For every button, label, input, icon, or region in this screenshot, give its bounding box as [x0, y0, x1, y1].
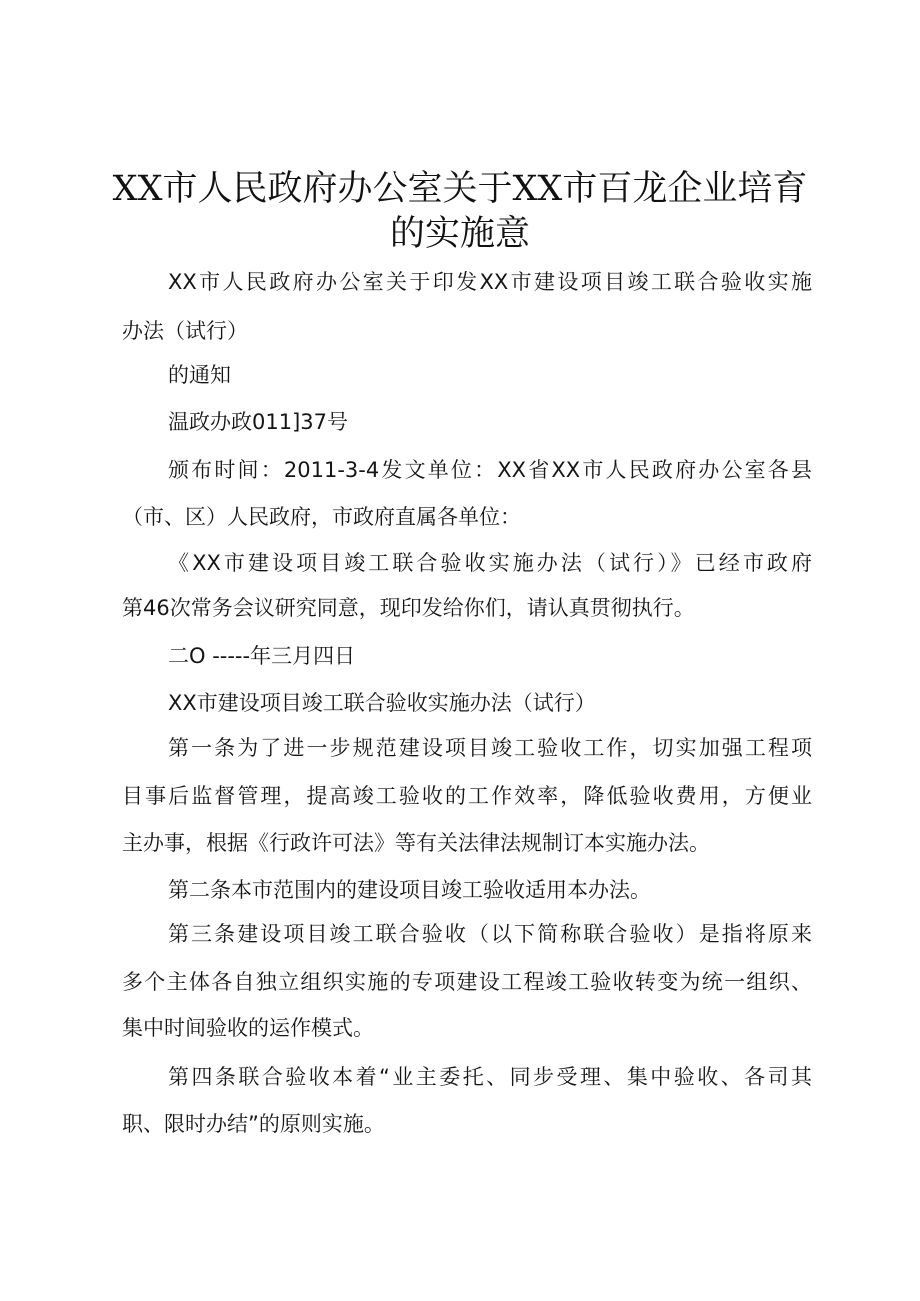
notice-title-line-1: XX市人民政府办公室关于印发XX市建设项目竣工联合验收实施 — [168, 270, 812, 294]
notice-title-line-2: 办法（试行） — [122, 319, 248, 343]
measures-title: XX市建设项目竣工联合验收实施办法（试行） — [168, 691, 596, 715]
article-4-line-2: 职、限时办结”的原则实施。 — [122, 1112, 385, 1136]
article-1-line-2: 目事后监督管理，提高竣工验收的工作效率，降低验收费用，方便业 — [122, 784, 812, 808]
publish-info-line-1: 颁布时间：2011-3-4发文单位：XX省XX市人民政府办公室各县 — [168, 458, 812, 482]
document-number: 温政办政011]37号 — [168, 410, 348, 434]
article-1-line-1: 第一条为了进一步规范建设项目竣工验收工作，切实加强工程项 — [168, 736, 812, 760]
notice-title-line-3: 的通知 — [168, 363, 231, 387]
notice-paragraph-line-1: 《XX市建设项目竣工联合验收实施办法（试行）》已经市政府 — [168, 551, 812, 575]
document-title-line-2: 的实施意 — [389, 214, 530, 254]
article-3-line-2: 多个主体各自独立组织实施的专项建设工程竣工验收转变为统一组织、 — [122, 970, 812, 994]
article-3-line-3: 集中时间验收的运作模式。 — [122, 1016, 374, 1040]
notice-paragraph-line-2: 第46次常务会议研究同意，现印发给你们，请认真贯彻执行。 — [122, 596, 695, 620]
article-2: 第二条本市范围内的建设项目竣工验收适用本办法。 — [168, 878, 651, 902]
date-line: 二O -----年三月四日 — [168, 644, 356, 668]
publish-info-line-2: （市、区）人民政府，市政府直属各单位： — [122, 505, 521, 529]
article-1-line-3: 主办事，根据《行政许可法》等有关法律法规制订本实施办法。 — [122, 831, 710, 855]
article-3-line-1: 第三条建设项目竣工联合验收（以下简称联合验收）是指将原来 — [168, 922, 812, 946]
article-4-line-1: 第四条联合验收本着“业主委托、同步受理、集中验收、各司其 — [168, 1065, 812, 1089]
document-title-line-1: XX市人民政府办公室关于XX市百龙企业培育 — [112, 169, 808, 209]
